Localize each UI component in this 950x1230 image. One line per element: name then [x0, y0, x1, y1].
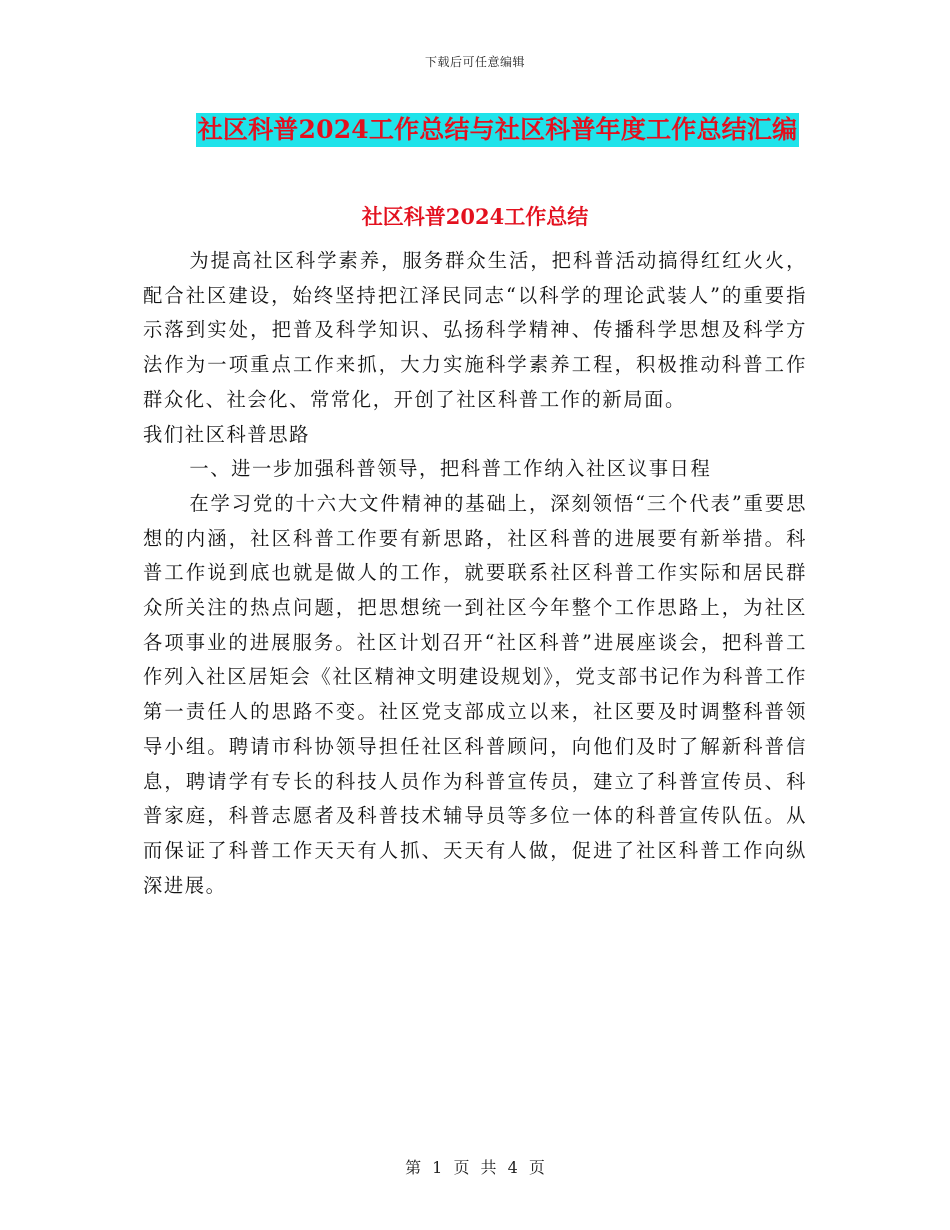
paragraph-detail: 在学习党的十六大文件精神的基础上，深刻领悟“三个代表”重要思想的内涵，社区科普工作要有新思路，社区科普的进展要有新举措。科普工作说到底也就是做人的工作，就要联系社区科普工作实际和居民群众所关注的热点问题，把思想统一到社区今年整个工作思路上，为社区各项事业的进展服务。社区计划召开“社区科普”进展座谈会，把科普工作列入社区居矩会《社区精神文明建设规划》，党支部书记作为科普工作第一责任人的思路不变。社区党支部成立以来，社区要及时调整科普领导小组。聘请市科协领导担任社区科普顾问，向他们及时了解新科普信息，聘请学有专长的科技人员作为科普宣传员，建立了科普宣传员、科普家庭，科普志愿者及科普技术辅导员等多位一体的科普宣传队伍。从而保证了科普工作天天有人抓、天天有人做，促进了社区科普工作向纵深进展。 — [143, 491, 807, 897]
section-title: 社区科普2024工作总结 — [361, 204, 589, 229]
paragraph-heading-ideas: 我们社区科普思路 — [143, 422, 311, 446]
page-number: 第 1 页 共 4 页 — [405, 1158, 545, 1177]
main-title-wrapper — [0, 113, 950, 147]
main-title: 社区科普2024工作总结与社区科普年度工作总结汇编 — [196, 113, 800, 147]
body-text — [143, 244, 807, 903]
header-note: 下载后可任意编辑 — [424, 55, 525, 69]
paragraph-intro: 为提高社区科学素养，服务群众生活，把科普活动搞得红红火火，配合社区建设，始终坚持把江泽民同志“以科学的理论武装人”的重要指示落到实处，把普及科学知识、弘扬科学精神、传播科学思想及科学方法作为一项重点工作来抓，大力实施科学素养工程，积极推动科普工作群众化、社会化、常常化，开创了社区科普工作的新局面。 — [143, 249, 807, 411]
paragraph-subheading-one: 一、进一步加强科普领导，把科普工作纳入社区议事日程 — [189, 457, 712, 481]
